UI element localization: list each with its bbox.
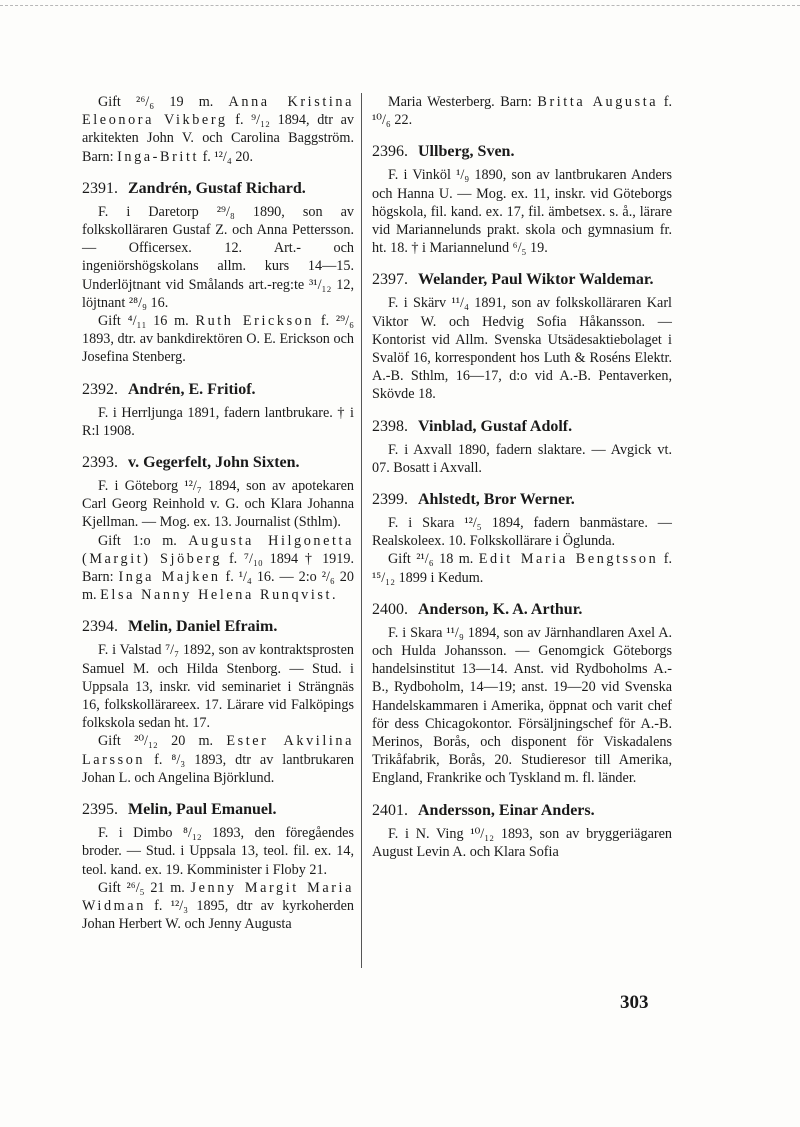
- entry-name: Ahlstedt, Bror Werner.: [418, 491, 575, 509]
- entry-name: Melin, Daniel Efraim.: [128, 618, 278, 636]
- entry-heading: [82, 452, 354, 473]
- entry-paragraph: [82, 203, 354, 312]
- entry-paragraph: [372, 825, 672, 861]
- entry-paragraph: [372, 514, 672, 550]
- entry-paragraph: [372, 166, 672, 257]
- text-run: f. ⁹/₁₂ 1894, dtr av arkitekten John V. och Carolina Baggström. Barn:: [82, 112, 354, 165]
- entry-number: 2401.: [372, 801, 408, 819]
- text-run: f. ¹⁵/₁₂ 1899 i Kedum.: [372, 551, 672, 586]
- right-column: [372, 93, 672, 861]
- text-run: Gift ²⁶/₅ 21 m.: [98, 879, 191, 896]
- spaced-name: Anna Kristina Eleonora Vikberg: [82, 94, 354, 129]
- entry-2392: [82, 379, 354, 440]
- entry-2399: [372, 489, 672, 587]
- entry-heading: [372, 269, 672, 290]
- entry-2401: [372, 800, 672, 861]
- entry-name: Andrén, E. Fritiof.: [128, 380, 256, 398]
- entry-name: Andersson, Einar Anders.: [418, 801, 595, 819]
- text-run: F. i Skara ¹¹/₉ 1894, son av Järnhandlaren Axel A. och Hulda Johansson. — Genomgick Göteborgs handelsinstitut 13—14. Anst. vid Rydboholms A.-B., Rydboholm, 14—19; anst. 19—20 vid Svenska Handelskammaren i Amerika, öppnat och varit chef för dess Chicagokontor. Försäljningschef för A.-B. Merinos, Borås, och disponent för Viskadalens Trikåfabrik, Borås, 20. Studieresor till Amerika, England, Frankrike och Tyskland m. fl. länder.: [372, 624, 672, 787]
- entry-number: 2391.: [82, 179, 118, 197]
- entry-heading: [82, 178, 354, 199]
- text-run: Gift ²⁶/₆ 19 m.: [98, 94, 229, 110]
- entry-paragraph: [372, 93, 672, 129]
- text-run: F. i Daretorp ²⁹/₈ 1890, son av folkskolläraren Gustaf Z. och Anna Pettersson. — Officersex. 12. Art.- och ingeniörshögskolans allm. kurs 14—15. Underlöjtnant vid Smålands art.-reg:te ³¹/₁₂ 12, löjtnant ²⁸/₉ 16.: [82, 203, 354, 311]
- text-run: F. i N. Ving ¹⁰/₁₂ 1893, son av bryggeriägaren August Levin A. och Klara Sofia: [372, 825, 672, 860]
- entry-2393: [82, 452, 354, 604]
- entry-2396: [372, 141, 672, 257]
- text-run: F. i Vinköl ¹/₉ 1890, son av lantbrukaren Anders och Hanna U. — Mog. ex. 11, inskr. vid Göteborgs högskola, fil. kand. ex. 17, fil. ämbetsex. s. å., lärare vid Mariannelunds prakt. skola och gymnasium fr. ht. 18. † i Mariannelund ⁶/₅ 19.: [372, 167, 672, 257]
- entry-number: 2392.: [82, 380, 118, 398]
- text-run: Gift ²⁰/₁₂ 20 m.: [98, 733, 227, 750]
- entry-name: Melin, Paul Emanuel.: [128, 801, 277, 819]
- text-run: f. ¹⁰/₆ 22.: [372, 94, 672, 129]
- entry-paragraph: [82, 404, 354, 440]
- entry-2395: [82, 799, 354, 933]
- spaced-name: Britta Augusta: [537, 94, 659, 110]
- text-run: f. ¹²/₃ 1895, dtr av kyrkoherden Johan Herbert W. och Jenny Augusta: [82, 897, 354, 933]
- entry-paragraph: [82, 532, 354, 605]
- text-run: F. i Dimbo ⁸/₁₂ 1893, den föregåendes broder. — Stud. i Uppsala 13, teol. fil. ex. 14, teol. kand. ex. 19. Komminister i Floby 21.: [82, 825, 354, 878]
- entry-name: Anderson, K. A. Arthur.: [418, 600, 583, 618]
- entry-paragraph: [82, 477, 354, 532]
- entry-paragraph: [82, 732, 354, 787]
- entry-heading: [372, 599, 672, 620]
- text-run: F. i Axvall 1890, fadern slaktare. — Avgick vt. 07. Bosatt i Axvall.: [372, 441, 672, 476]
- entry-number: 2393.: [82, 454, 118, 472]
- entry-paragraph: [372, 624, 672, 788]
- entry-2400: [372, 599, 672, 788]
- entry-number: 2395.: [82, 801, 118, 819]
- entry-heading: [82, 799, 354, 820]
- entry-paragraph: [82, 641, 354, 732]
- entry-number: 2394.: [82, 618, 118, 636]
- column-divider: [361, 93, 362, 968]
- text-run: f. ⁷/₁₀ 1894 † 1919. Barn:: [82, 550, 354, 586]
- entry-heading: [82, 379, 354, 400]
- entry-number: 2400.: [372, 600, 408, 618]
- entry-paragraph: [372, 550, 672, 586]
- text-run: .: [332, 587, 336, 604]
- text-run: F. i Skärv ¹¹/₄ 1891, son av folkskolläraren Karl Viktor W. och Hedvig Sofia Håkansson. — Kontorist vid Allm. Svenska Utsädesaktiebolaget i Svalöf 16, korrespondent hos Luth & Roséns Elektr. A.-B. Sthlm, 16—17, d:o vid A.-B. Pentaverken, Skövde 18.: [372, 295, 672, 403]
- entry-heading: [372, 416, 672, 437]
- spaced-name: Elsa Nanny Helena Runqvist: [100, 587, 333, 604]
- text-run: f. ²⁹/₆ 1893, dtr. av bankdirektören O. E. Erickson och Josefina Stenberg.: [82, 313, 355, 366]
- text-run: Gift 1:o m.: [98, 532, 189, 549]
- entry-2398: [372, 416, 672, 477]
- entry-2391: [82, 178, 354, 367]
- entry-heading: [372, 489, 672, 510]
- text-run: Maria Westerberg. Barn:: [388, 94, 538, 110]
- entry-number: 2398.: [372, 417, 408, 435]
- text-run: f. ¹/₄ 16. — 2:o ²/₆ 20 m.: [82, 569, 354, 604]
- entry-2394: [82, 616, 354, 787]
- entry-heading: [372, 141, 672, 162]
- spaced-name: Augusta Hilgonetta (Margit) Sjöberg: [82, 532, 354, 567]
- page-number: 303: [620, 992, 649, 1013]
- entry-number: 2396.: [372, 143, 408, 161]
- text-run: F. i Herrljunga 1891, fadern lantbrukare. † i R:l 1908.: [82, 404, 354, 439]
- entry-heading: [372, 800, 672, 821]
- spaced-name: Jenny Margit Maria Widman: [82, 879, 354, 914]
- spaced-name: Ruth Erickson: [195, 313, 315, 330]
- entry-name: Welander, Paul Wiktor Waldemar.: [418, 271, 654, 289]
- left-column: [82, 93, 354, 933]
- spaced-name: Ester Akvilina Larsson: [82, 733, 354, 768]
- spaced-name: Edit Maria Bengtsson: [478, 551, 659, 568]
- text-run: f. ⁸/₃ 1893, dtr av lantbrukaren Johan L. och Angelina Björklund.: [82, 751, 354, 786]
- entry-2397: [372, 269, 672, 403]
- text-run: F. i Skara ¹²/₅ 1894, fadern banmästare. — Realskoleex. 10. Folkskollärare i Öglunda.: [372, 515, 672, 550]
- entry-name: Ullberg, Sven.: [418, 143, 515, 161]
- text-run: F. i Göteborg ¹²/₇ 1894, son av apotekaren Carl Georg Reinhold v. G. och Klara Johanna Kjellman. — Mog. ex. 13. Journalist (Sthlm).: [82, 478, 354, 531]
- entry-paragraph: [82, 824, 354, 879]
- text-run: Gift ²¹/₆ 18 m.: [388, 551, 479, 568]
- entry-name: Vinblad, Gustaf Adolf.: [418, 417, 573, 435]
- text-run: f. ¹²/₄ 20.: [199, 148, 254, 165]
- top-rule: [0, 5, 800, 6]
- entry-paragraph: [82, 879, 354, 934]
- entry-paragraph: [82, 312, 354, 367]
- entry-paragraph: [372, 441, 672, 477]
- entry-number: 2399.: [372, 491, 408, 509]
- text-run: Gift ⁴/₁₁ 16 m.: [98, 313, 196, 330]
- spaced-name: Inga-Britt: [117, 148, 200, 165]
- entry-heading: [82, 616, 354, 637]
- entry-name: Zandrén, Gustaf Richard.: [128, 179, 306, 197]
- entry-paragraph: [372, 294, 672, 403]
- entry-number: 2397.: [372, 271, 408, 289]
- text-run: F. i Valstad ⁷/₇ 1892, son av kontraktsprosten Samuel M. och Hilda Stenborg. — Stud. i Uppsala 13, inskr. vid seminariet i Strängnäs 16, folkskollärareex. 17. Lärare vid Falköpings folkskola sedan ht. 17.: [82, 642, 354, 732]
- entry-paragraph: [82, 93, 354, 166]
- spaced-name: Inga Majken: [118, 569, 221, 586]
- entry-name: v. Gegerfelt, John Sixten.: [128, 454, 300, 472]
